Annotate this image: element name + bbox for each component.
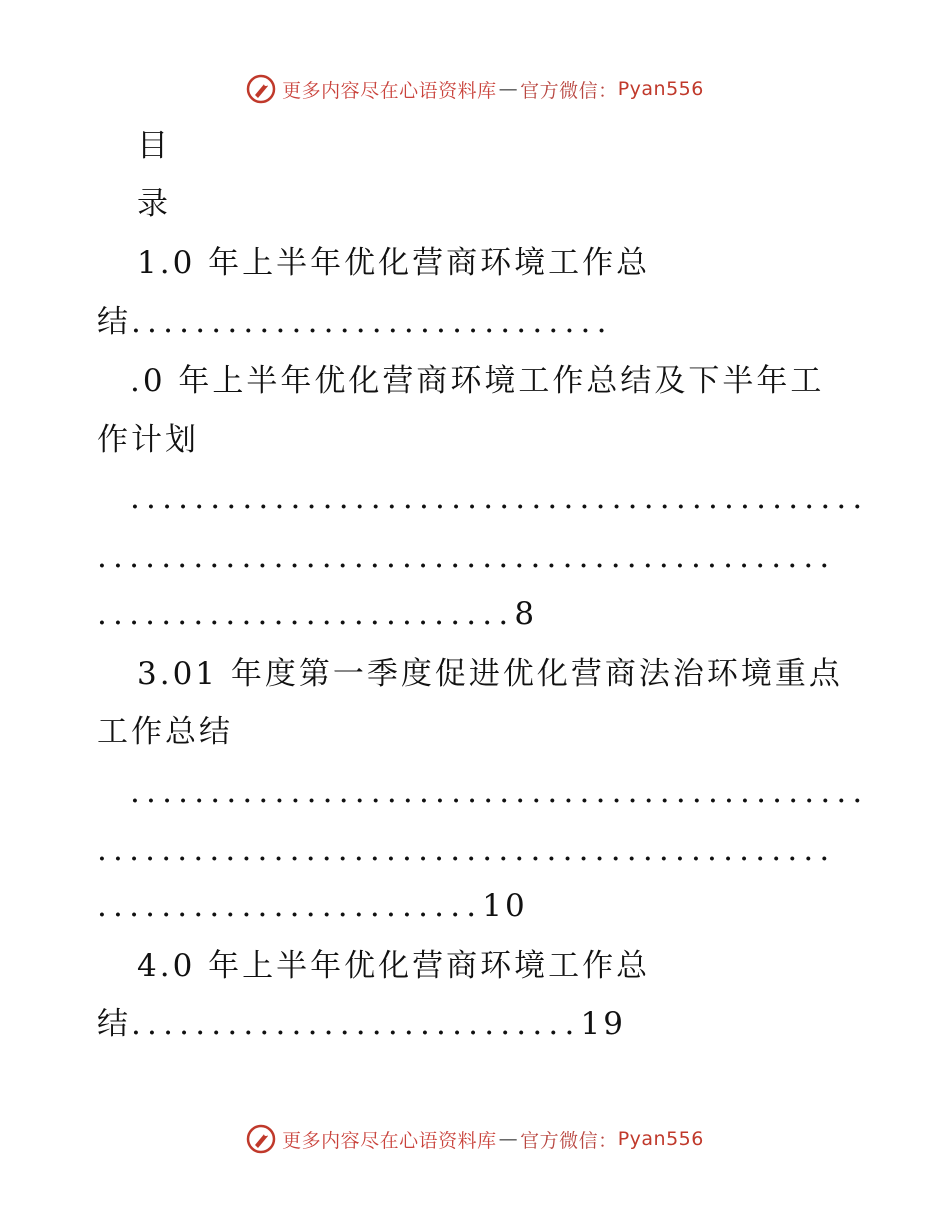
watermark-id: Pyan556 [617,1128,704,1150]
watermark-official: 官方微信： [520,1129,618,1152]
toc-entry-4-leader: ............................ [131,1006,581,1042]
toc-heading-mu: 目 [137,128,171,164]
toc-entry-3-title: 3.01 年度第一季度促进优化营商法治环境重点 [137,656,843,692]
toc-entry-4-page: 19 [580,1006,626,1042]
toc-entry-1-line2 [97,302,613,342]
toc-entry-2-page: 8 [514,596,538,632]
footer-watermark [0,1124,950,1154]
watermark-dash: — [498,1128,519,1150]
watermark-official: 官方微信： [520,79,618,102]
toc-entry-1-leader: .............................. [131,304,613,340]
toc-entry-4-title-end: 结 [97,1006,131,1042]
watermark-brand: 更多内容尽在心语资料库 [282,1129,497,1152]
toc-entry-3-title-cont: 工作总结 [97,714,233,750]
toc-entry-4-line2 [97,1004,626,1044]
toc-entry-2-leader-2: .............................................. [97,539,836,575]
watermark-id: Pyan556 [617,78,704,100]
toc-entry-3-leader-1: .............................................. [130,774,869,810]
toc-entry-2-leader-3: .......................... [97,596,515,632]
toc-entry-3-leader-2: .............................................. [97,832,836,868]
toc-heading-lu: 录 [137,186,171,222]
toc-entry-3-page: 10 [482,888,528,924]
toc-entry-4-title: 4.0 年上半年优化营商环境工作总 [137,948,651,984]
toc-entry-1-title-end: 结 [97,304,131,340]
toc-entry-2-leader-3-row [97,594,537,634]
toc-entry-2-leader-1: .............................................. [130,480,869,516]
toc-entry-1-title: 1.0 年上半年优化营商环境工作总 [137,245,651,281]
watermark-dash: — [498,78,519,100]
toc-entry-3-leader-3: ........................ [97,888,483,924]
watermark-brand: 更多内容尽在心语资料库 [282,79,497,102]
toc-entry-3-leader-3-row [97,886,528,926]
toc-entry-2-title-cont: 作计划 [97,422,199,458]
toc-entry-2-title: .0 年上半年优化营商环境工作总结及下半年工 [130,363,825,399]
pen-logo-icon [246,1124,276,1154]
